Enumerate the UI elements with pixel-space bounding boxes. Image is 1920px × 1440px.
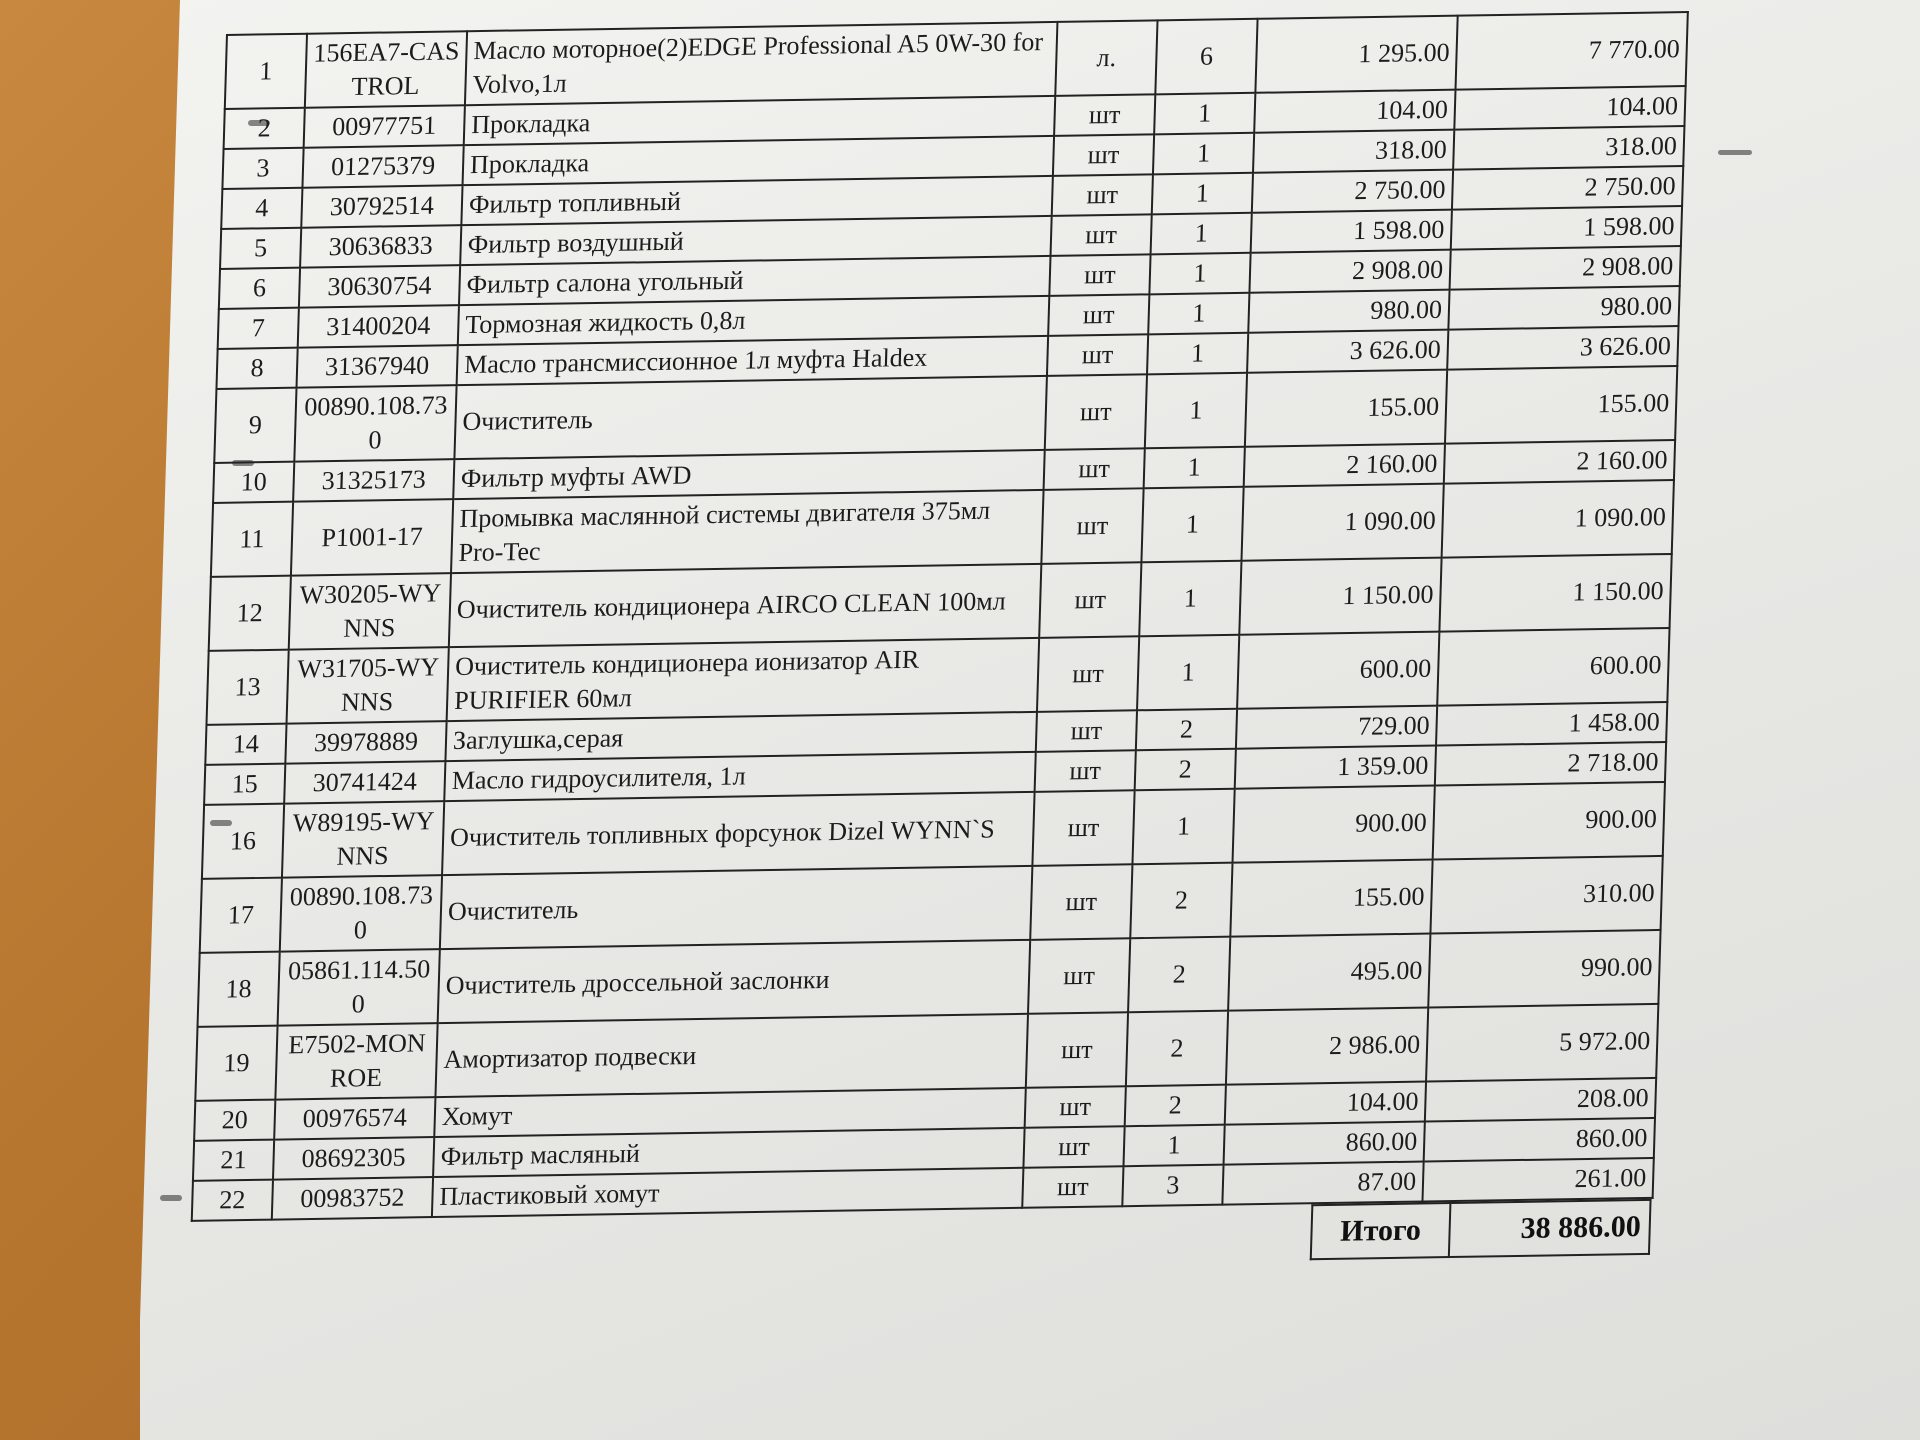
unit: шт [1041,488,1143,564]
total-row [1311,1200,1651,1259]
unit-price: 1 598.00 [1251,210,1452,253]
unit-price: 2 908.00 [1249,250,1450,293]
unit-price: 1 359.00 [1235,746,1436,789]
unit-price: 2 160.00 [1244,444,1445,487]
unit: шт [1028,938,1130,1014]
unit: шт [1054,94,1155,136]
quantity: 6 [1155,19,1257,95]
article-code: 05861.114.500 [278,949,440,1026]
item-name: Хомут [434,1088,1026,1137]
unit-price: 155.00 [1230,860,1432,937]
item-name: Фильтр муфты AWD [453,450,1045,499]
unit: шт [1037,636,1139,712]
item-name: Фильтр масляный [433,1128,1025,1177]
article-code: 30636833 [300,225,461,268]
quantity: 1 [1153,133,1254,175]
item-name: Фильтр салона угольный [459,256,1051,305]
quantity: 1 [1141,487,1243,563]
unit: шт [1023,1126,1124,1168]
unit: шт [1039,562,1141,638]
row-number: 9 [214,388,296,463]
line-total: 2 160.00 [1444,440,1675,484]
quantity: 1 [1139,561,1241,637]
unit-price: 980.00 [1248,290,1449,333]
unit-price: 318.00 [1253,130,1454,173]
row-number: 13 [206,650,288,725]
row-number: 22 [192,1180,273,1221]
row-number: 16 [202,804,284,879]
unit-price: 2 750.00 [1252,170,1453,213]
article-code: 156EA7-CASTROL [305,31,467,108]
line-total: 990.00 [1428,930,1660,1008]
total-label: Итого [1311,1203,1451,1259]
row-number: 20 [194,1100,275,1141]
quantity: 1 [1149,253,1250,295]
row-number: 6 [219,268,300,309]
unit-price: 3 626.00 [1247,330,1448,373]
quantity: 1 [1152,173,1253,215]
unit-price: 87.00 [1222,1162,1423,1205]
quantity: 1 [1147,333,1248,375]
line-total: 2 718.00 [1435,742,1666,786]
item-name: Фильтр топливный [461,176,1053,225]
unit: шт [1022,1166,1123,1208]
article-code: 39978889 [285,721,446,764]
article-code: W89195-WYNNS [282,801,444,878]
row-number: 7 [218,308,299,349]
unit-price: 155.00 [1245,370,1447,447]
item-name: Амортизатор подвески [435,1014,1028,1097]
line-total: 980.00 [1448,286,1679,330]
quantity: 2 [1126,1011,1228,1087]
unit: шт [1052,174,1153,216]
item-name: Пластиковый хомут [432,1168,1024,1217]
unit-price: 900.00 [1233,786,1435,863]
line-total: 2 908.00 [1450,246,1681,290]
unit-price: 104.00 [1254,90,1455,133]
item-name: Прокладка [463,136,1055,185]
line-total: 155.00 [1445,366,1677,444]
quantity: 1 [1145,373,1247,449]
article-code: 31325173 [293,459,454,502]
unit: шт [1035,750,1136,792]
article-code: W30205-WYNNS [289,573,451,650]
article-code: 08692305 [273,1137,434,1180]
row-number: 19 [195,1026,277,1101]
unit-price: 600.00 [1237,632,1439,709]
line-total: 5 972.00 [1426,1004,1658,1082]
row-number: 5 [220,228,301,269]
quantity: 2 [1125,1085,1226,1127]
item-name: Очиститель кондиционера ионизатор AIR PURIFIER 60мл [447,638,1040,721]
row-number: 18 [198,952,280,1027]
quantity: 2 [1136,709,1237,751]
quantity: 3 [1122,1165,1223,1207]
line-total: 3 626.00 [1447,326,1678,370]
article-code: 30630754 [299,265,460,308]
article-code: 01275379 [302,145,463,188]
line-total: 310.00 [1430,856,1662,934]
unit-price: 860.00 [1224,1122,1425,1165]
item-name: Масло трансмиссионное 1л муфта Haldex [457,336,1049,385]
unit: л. [1055,20,1157,96]
unit: шт [1026,1012,1128,1088]
item-name: Фильтр воздушный [460,216,1052,265]
row-number: 15 [204,764,285,805]
unit: шт [1053,134,1154,176]
ink-mark [1718,150,1752,155]
item-name: Масло гидроусилителя, 1л [444,752,1036,801]
unit-price: 729.00 [1236,706,1437,749]
quantity: 2 [1135,749,1236,791]
row-number: 1 [225,34,307,109]
article-code: 00890.108.730 [280,875,442,952]
items-table-body [192,12,1688,1221]
article-code: 00976574 [274,1097,435,1140]
unit: шт [1045,374,1147,450]
items-table [191,11,1689,1222]
article-code: E7502-MONROE [275,1023,437,1100]
quantity: 1 [1137,635,1239,711]
quantity: 2 [1130,863,1232,939]
unit-price: 1 090.00 [1241,484,1443,561]
item-name: Тормозная жидкость 0,8л [458,296,1050,345]
line-total: 1 458.00 [1436,702,1667,746]
article-code: 00890.108.730 [294,385,456,462]
row-number: 21 [193,1140,274,1181]
quantity: 1 [1144,447,1245,489]
article-code: 00977751 [304,105,465,148]
article-code: 31400204 [298,305,459,348]
article-code: 00983752 [272,1177,433,1220]
row-number: 10 [213,462,294,503]
article-code: 31367940 [297,345,458,388]
unit-price: 1 295.00 [1255,16,1457,93]
line-total: 104.00 [1454,86,1685,130]
unit-price: 495.00 [1228,934,1430,1011]
item-name: Масло моторное(2)EDGE Professional A5 0W-30 for Volvo,1л [465,22,1058,105]
quantity: 2 [1128,937,1230,1013]
line-total: 208.00 [1425,1078,1656,1122]
unit: шт [1025,1086,1126,1128]
line-total: 2 750.00 [1452,166,1683,210]
row-number: 2 [224,108,305,149]
line-total: 600.00 [1437,628,1669,706]
item-name: Очиститель [454,376,1047,459]
invoice-document [189,10,1727,1277]
article-code: P1001-17 [291,499,453,576]
unit: шт [1044,448,1145,490]
unit: шт [1049,254,1150,296]
item-name: Очиститель кондиционера AIRCO CLEAN 100мл [449,564,1042,647]
item-name: Промывка маслянной системы двигателя 375мл Pro-Tec [451,490,1044,573]
row-number: 12 [209,576,291,651]
item-name: Прокладка [464,96,1056,145]
unit: шт [1047,334,1148,376]
item-name: Очиститель дроссельной заслонки [438,940,1031,1023]
article-code: 30792514 [301,185,462,228]
line-total: 318.00 [1453,126,1684,170]
unit: шт [1030,864,1132,940]
line-total: 1 598.00 [1451,206,1682,250]
row-number: 11 [211,502,293,577]
unit: шт [1051,214,1152,256]
quantity: 1 [1123,1125,1224,1167]
unit: шт [1036,710,1137,752]
unit-price: 2 986.00 [1226,1008,1428,1085]
unit: шт [1048,294,1149,336]
total-table [1310,1199,1652,1260]
row-number: 8 [216,348,297,389]
quantity: 1 [1132,789,1234,865]
item-name: Очиститель [440,866,1033,949]
item-name: Очиститель топливных форсунок Dizel WYNN`S [442,792,1035,875]
row-number: 17 [200,878,282,953]
line-total: 1 090.00 [1442,480,1674,558]
row-number: 14 [205,724,286,765]
article-code: W31705-WYNNS [287,647,449,724]
total-value: 38 886.00 [1449,1200,1651,1257]
quantity: 1 [1151,213,1252,255]
line-total: 900.00 [1433,782,1665,860]
item-name: Заглушка,серая [445,712,1037,761]
row-number: 4 [221,188,302,229]
line-total: 860.00 [1424,1118,1655,1162]
line-total: 7 770.00 [1455,12,1687,90]
ink-mark [160,1195,182,1201]
row-number: 3 [222,148,303,189]
article-code: 30741424 [284,761,445,804]
line-total: 1 150.00 [1439,554,1671,632]
line-total: 261.00 [1422,1158,1653,1202]
unit-price: 1 150.00 [1239,558,1441,635]
quantity: 1 [1154,93,1255,135]
quantity: 1 [1148,293,1249,335]
unit: шт [1032,790,1134,866]
unit-price: 104.00 [1225,1082,1426,1125]
